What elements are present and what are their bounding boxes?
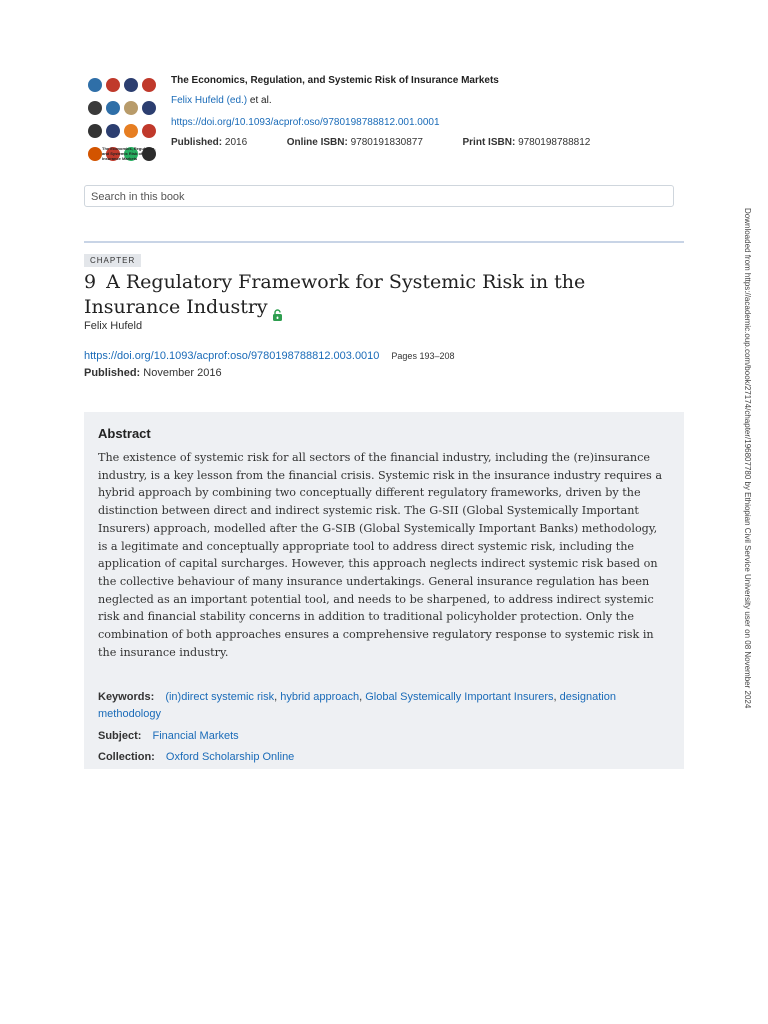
book-search-input[interactable]: Search in this book: [84, 185, 674, 207]
book-cover[interactable]: [84, 74, 160, 178]
chapter-published-label: Published:: [84, 367, 141, 379]
subject-link[interactable]: Financial Markets: [152, 730, 239, 743]
download-watermark: [743, 208, 752, 816]
print-isbn-label: Print ISBN:: [462, 137, 516, 148]
subject-label: Subject:: [98, 730, 142, 743]
editor-suffix: et al.: [247, 95, 272, 106]
chapter-doi-link[interactable]: https://doi.org/10.1093/acprof:oso/9780198788812.003.0010: [84, 350, 380, 362]
book-meta: [171, 74, 691, 150]
chapter-title-text: A Regulatory Framework for Systemic Risk in the Insurance Industry: [84, 271, 586, 318]
abstract-panel: [84, 412, 684, 769]
keyword-link[interactable]: Global Systemically Important Insurers: [365, 691, 554, 704]
keywords-row: Keywords: (in)direct systemic risk, hybrid approach, Global Systemically Important Insurers, designation methodology: [98, 691, 616, 721]
book-editor: [171, 94, 691, 108]
chapter-author[interactable]: Felix Hufeld: [84, 320, 143, 332]
print-isbn-value: 9780198788812: [518, 137, 591, 148]
book-doi-link[interactable]: https://doi.org/10.1093/acprof:oso/9780198788812.001.0001: [171, 117, 440, 128]
online-isbn-value: 9780191830877: [350, 137, 423, 148]
online-isbn-label: Online ISBN:: [286, 137, 348, 148]
keywords-label: Keywords:: [98, 691, 155, 704]
cover-title: The Economics, Regulation, and Systemic Risk of Insurance Markets: [102, 146, 156, 161]
subject-row: [98, 728, 670, 745]
abstract-text: The existence of systemic risk for all sectors of the financial industry, including the (re)insurance industry, is a key lesson from the financial crisis. Systemic risk in the insurance industry requires a hybrid approach by combining two conceptually different regulatory frameworks, driven by the distinction between direct and indirect systemic risk. The G-SII (Global Systemically Important Insurers) approach, modelled after the G-SIB (Global Systemically Important Banks) methodology, is a legitimate and conceptually appropriate tool to address direct systemic risk, including the application of capital surcharges. However, this approach neglects indirect systemic risk based on the collective behaviour of many insurance undertakings. General insurance regulation has been neglected as an important potential tool, and needs to be sharpened, to address indirect systemic risk and financial stability concerns in addition to traditional policyholder protection. Only the combination of both approaches ensures a comprehensive regulatory response to systemic risk in the insurance industry.: [98, 451, 662, 659]
chapter-published: [84, 367, 222, 379]
keyword-link[interactable]: (in)direct systemic risk: [165, 691, 275, 704]
book-publication-info: [171, 136, 691, 150]
collection-link[interactable]: Oxford Scholarship Online: [165, 751, 295, 764]
chapter-number: 9: [84, 271, 97, 293]
chapter-badge: CHAPTER: [84, 254, 141, 267]
collection-label: Collection:: [98, 751, 155, 764]
editor-link[interactable]: Felix Hufeld (ed.): [171, 95, 248, 106]
book-header: [84, 74, 684, 180]
keyword-link[interactable]: designation methodology: [98, 691, 616, 721]
watermark-text: Downloaded from https://academic.oup.com/book/27174/chapter/196807780 by Ethiopian Civil Service University user on 08 November 2024: [743, 208, 752, 709]
chapter-pages: Pages 193–208: [391, 351, 455, 361]
abstract-heading: Abstract: [98, 426, 151, 441]
open-access-lock-icon: [272, 303, 283, 314]
chapter-title: [84, 270, 644, 320]
chapter-doi: [84, 350, 454, 362]
book-published-label: Published:: [171, 137, 223, 148]
collection-row: [98, 749, 670, 766]
section-divider: [84, 241, 684, 243]
book-doi: [171, 116, 691, 130]
book-published-value: 2016: [224, 137, 248, 148]
keyword-link[interactable]: hybrid approach: [280, 691, 360, 704]
book-title[interactable]: The Economics, Regulation, and Systemic Risk of Insurance Markets: [171, 75, 499, 86]
chapter-published-value: November 2016: [143, 367, 222, 379]
